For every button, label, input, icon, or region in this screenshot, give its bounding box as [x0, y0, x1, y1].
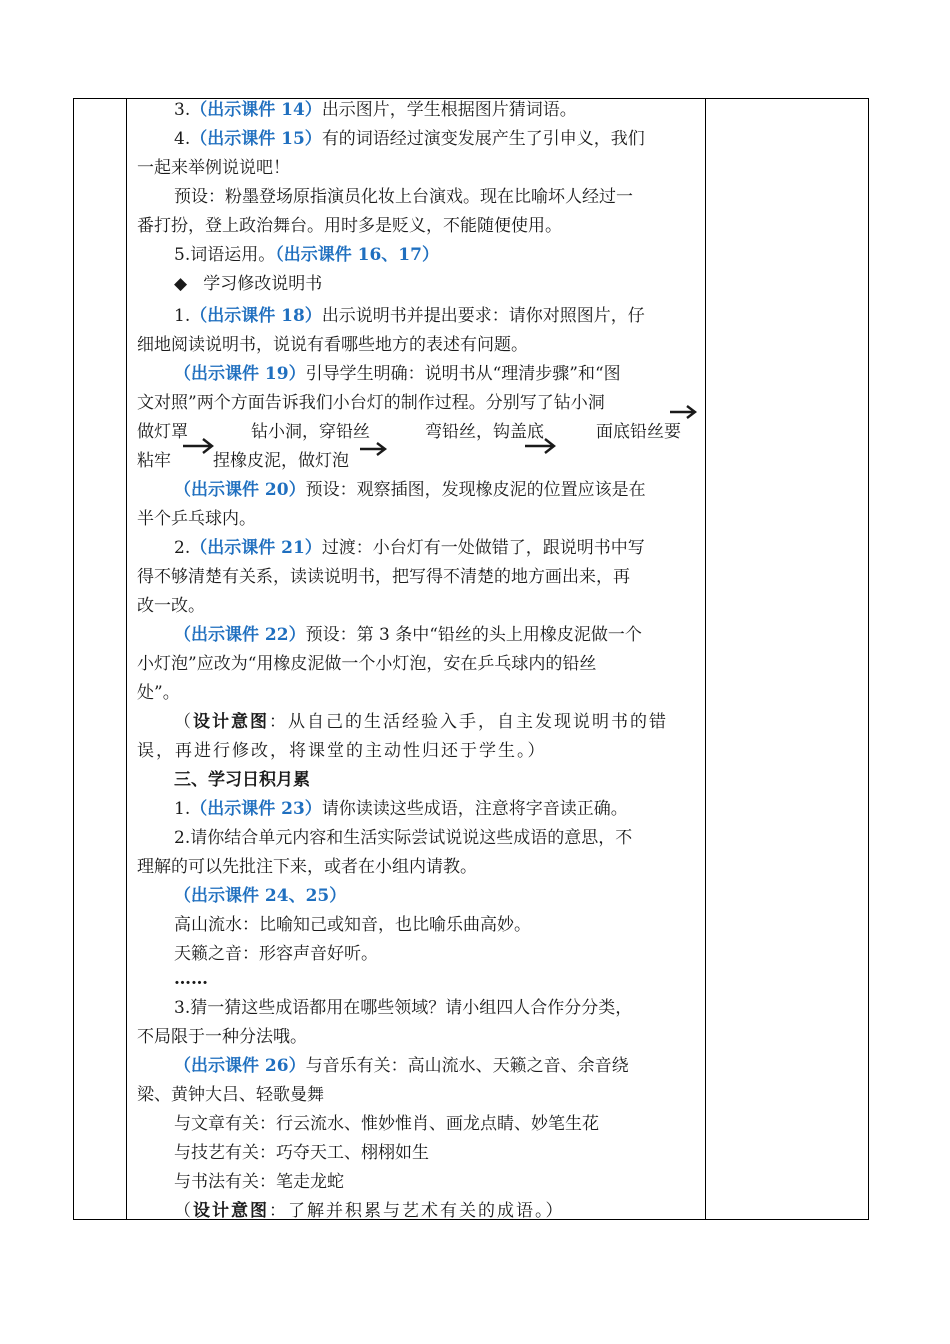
courseware-tag: （出示课件 20） [174, 480, 306, 500]
ellipsis: …… [174, 969, 208, 989]
text-line: 理解的可以先批注下来，或者在小组内请教。 [137, 857, 477, 877]
section-heading: 三、学习日积月累 [174, 770, 310, 790]
text-line: 与书法有关：笔走龙蛇 [174, 1172, 344, 1192]
text-line: 处”。 [137, 683, 180, 703]
text-line: 1.（出示课件 18）出示说明书并提出要求：请你对照图片，仔 [174, 306, 645, 326]
text-line: （出示课件 19）引导学生明确：说明书从“理清步骤”和“图 [174, 364, 621, 384]
courseware-tag: （出示课件 15） [190, 129, 322, 149]
section-heading: ◆ 学习修改说明书 [174, 274, 323, 294]
text-line: 天籁之音：形容声音好听。 [174, 944, 378, 964]
table-column-divider-right [705, 98, 706, 1220]
right-arrow-icon [182, 437, 214, 455]
right-arrow-icon [359, 441, 387, 457]
text-line: 番打扮，登上政治舞台。用时多是贬义，不能随便使用。 [137, 216, 562, 236]
text-line: 3.（出示课件 14）出示图片，学生根据图片猜词语。 [174, 100, 577, 120]
table-column-divider-left [126, 98, 127, 1220]
text-line: （出示课件 20）预设：观察插图，发现橡皮泥的位置应该是在 [174, 480, 646, 500]
diamond-bullet-icon: ◆ [174, 274, 188, 294]
design-intent-note: （设计意图：了解并积累与艺术有关的成语。） [174, 1201, 565, 1221]
text-line: 2.请你结合单元内容和生活实际尝试说说这些成语的意思，不 [174, 828, 633, 848]
text-line: 预设：粉墨登场原指演员化妆上台演戏。现在比喻坏人经过一 [174, 187, 633, 207]
text-line: 与文章有关：行云流水、惟妙惟肖、画龙点睛、妙笔生花 [174, 1114, 599, 1134]
courseware-tag: （出示课件 22） [174, 625, 306, 645]
text-line: 改一改。 [137, 596, 205, 616]
courseware-tag: （出示课件 19） [174, 364, 306, 384]
text-line: 梁、黄钟大吕、轻歌曼舞 [137, 1085, 324, 1105]
courseware-tag: （出示课件 21） [190, 538, 322, 558]
text-line: 得不够清楚有关系，读读说明书，把写得不清楚的地方画出来，再 [137, 567, 630, 587]
courseware-tag: （出示课件 23） [190, 799, 322, 819]
courseware-tag: （出示课件 26） [174, 1056, 306, 1076]
design-intent-note: （设计意图：从自己的生活经验入手，自主发现说明书的错 [174, 712, 668, 732]
courseware-tag: （出示课件 14） [190, 100, 322, 120]
courseware-tag: （出示课件 16、17） [275, 245, 439, 265]
text-line: （出示课件 22）预设：第 3 条中“铅丝的头上用橡皮泥做一个 [174, 625, 642, 645]
text-line: （出示课件 26）与音乐有关：高山流水、天籁之音、余音绕 [174, 1056, 629, 1076]
right-arrow-icon [524, 437, 556, 455]
text-line: 一起来举例说说吧！ [137, 158, 290, 178]
text-line: 与技艺有关：巧夺天工、栩栩如生 [174, 1143, 429, 1163]
courseware-tag: （出示课件 24、25） [174, 886, 347, 906]
text-line: 文对照”两个方面告诉我们小台灯的制作过程。分别写了钻小洞 [137, 393, 605, 413]
text-line: 3.猜一猜这些成语都用在哪些领域？请小组四人合作分分类， [174, 998, 633, 1018]
text-line: 4.（出示课件 15）有的词语经过演变发展产生了引申义，我们 [174, 129, 645, 149]
courseware-tag: （出示课件 18） [190, 306, 322, 326]
design-intent-note: 误，再进行修改，将课堂的主动性归还于学生。） [137, 741, 547, 761]
text-line: 小灯泡”应改为“用橡皮泥做一个小灯泡，安在乒乓球内的铅丝 [137, 654, 597, 674]
text-line: 2.（出示课件 21）过渡：小台灯有一处做错了，跟说明书中写 [174, 538, 645, 558]
right-arrow-icon [669, 404, 697, 420]
text-line: 5.词语运用。（出示课件 16、17） [174, 245, 439, 265]
text-line: 不局限于一种分法哦。 [137, 1027, 307, 1047]
text-line: 高山流水：比喻知己或知音，也比喻乐曲高妙。 [174, 915, 531, 935]
text-line: 细地阅读说明书，说说有看哪些地方的表述有问题。 [137, 335, 528, 355]
text-line: 半个乒乓球内。 [137, 509, 256, 529]
text-line: 1.（出示课件 23）请你读读这些成语，注意将字音读正确。 [174, 799, 628, 819]
